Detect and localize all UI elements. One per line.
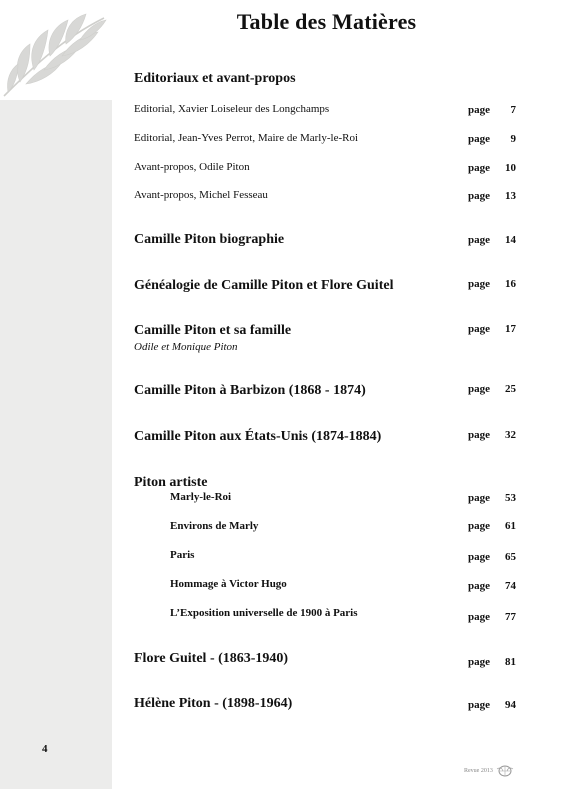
toc-subentry-title: Marly-le-Roi bbox=[170, 491, 232, 503]
toc-subentry bbox=[134, 549, 583, 569]
toc-page-label: page bbox=[468, 234, 490, 246]
toc-section bbox=[134, 651, 583, 671]
toc-subentry-title: L’Exposition universelle de 1900 à Paris bbox=[170, 607, 358, 619]
toc-heading-label: Piton artiste bbox=[134, 475, 208, 490]
toc-entry-title: Editorial, Jean-Yves Perrot, Maire de Marly-le-Roi bbox=[134, 132, 359, 144]
toc-entry bbox=[134, 132, 583, 152]
toc-subentry bbox=[134, 578, 583, 598]
toc-page-label: page bbox=[468, 699, 490, 711]
toc-section-title: Camille Piton aux États-Unis (1874-1884) bbox=[134, 429, 382, 444]
toc-subentry bbox=[134, 520, 583, 540]
toc-page-label: page bbox=[468, 162, 490, 174]
toc-page-label: page bbox=[468, 551, 490, 563]
toc-page-label: page bbox=[468, 383, 490, 395]
toc-subentry bbox=[134, 491, 583, 511]
emblem-icon bbox=[496, 763, 514, 779]
toc-page-label: page bbox=[468, 611, 490, 623]
toc-subentry-title: Environs de Marly bbox=[170, 520, 259, 532]
toc-section bbox=[134, 383, 583, 403]
toc-section bbox=[134, 232, 583, 252]
toc-page-number: 65 bbox=[505, 551, 516, 563]
toc-entry-title: Avant-propos, Odile Piton bbox=[134, 161, 250, 173]
toc-page-number: 81 bbox=[505, 656, 516, 668]
toc-page-number: 74 bbox=[505, 580, 516, 592]
toc-section bbox=[134, 696, 583, 716]
toc-section bbox=[134, 278, 583, 298]
toc-section bbox=[134, 429, 583, 449]
toc-entry-title: Editorial, Xavier Loiseleur des Longchamps bbox=[134, 103, 330, 115]
toc-page-number: 16 bbox=[505, 278, 516, 290]
toc-subentry-title: Hommage à Victor Hugo bbox=[170, 578, 287, 590]
toc-page-label: page bbox=[468, 133, 490, 145]
toc-page-number: 14 bbox=[505, 234, 516, 246]
toc-subentry bbox=[134, 607, 583, 627]
toc-section-title: Camille Piton biographie bbox=[134, 232, 285, 247]
toc-page-number: 32 bbox=[505, 429, 516, 441]
toc-section-title: Flore Guitel - (1863-1940) bbox=[134, 651, 289, 666]
toc-page-label: page bbox=[468, 492, 490, 504]
toc-page-label: page bbox=[468, 323, 490, 335]
toc-page-label: page bbox=[468, 656, 490, 668]
toc-page-label: page bbox=[468, 580, 490, 592]
toc-section-title: Hélène Piton - (1898-1964) bbox=[134, 696, 293, 711]
toc-entry bbox=[134, 161, 583, 181]
toc-entry bbox=[134, 189, 583, 209]
toc-section-title: Généalogie de Camille Piton et Flore Guitel bbox=[134, 278, 394, 293]
toc-page-number: 17 bbox=[505, 323, 516, 335]
toc-page-label: page bbox=[468, 104, 490, 116]
toc-page-number: 53 bbox=[505, 492, 516, 504]
toc-page-number: 77 bbox=[505, 611, 516, 623]
toc-section bbox=[134, 323, 583, 357]
toc-heading-label: Editoriaux et avant-propos bbox=[134, 71, 296, 86]
toc-page-number: 7 bbox=[510, 104, 516, 116]
toc-page-label: page bbox=[468, 278, 490, 290]
toc-subentry-title: Paris bbox=[170, 549, 195, 561]
toc-page-number: 61 bbox=[505, 520, 516, 532]
toc-entry bbox=[134, 103, 583, 123]
toc-page-number: 10 bbox=[505, 162, 516, 174]
footer-label: Revue 2013 bbox=[464, 768, 493, 774]
toc-page-number: 13 bbox=[505, 190, 516, 202]
toc-entry-title: Avant-propos, Michel Fesseau bbox=[134, 189, 268, 201]
toc-section-title: Camille Piton et sa famille bbox=[134, 323, 292, 338]
toc-page-number: 9 bbox=[510, 133, 516, 145]
toc-page-label: page bbox=[468, 429, 490, 441]
page-title: Table des Matières bbox=[236, 9, 417, 34]
toc-page-number: 25 bbox=[505, 383, 516, 395]
toc-section-authors: Odile et Monique Piton bbox=[134, 341, 238, 353]
toc-heading-editoriaux bbox=[134, 71, 583, 91]
toc-page-label: page bbox=[468, 520, 490, 532]
left-margin-band bbox=[0, 100, 112, 789]
toc-page-label: page bbox=[468, 190, 490, 202]
toc-page-number: 94 bbox=[505, 699, 516, 711]
toc-section-title: Camille Piton à Barbizon (1868 - 1874) bbox=[134, 383, 366, 398]
page-number: 4 bbox=[42, 743, 48, 755]
